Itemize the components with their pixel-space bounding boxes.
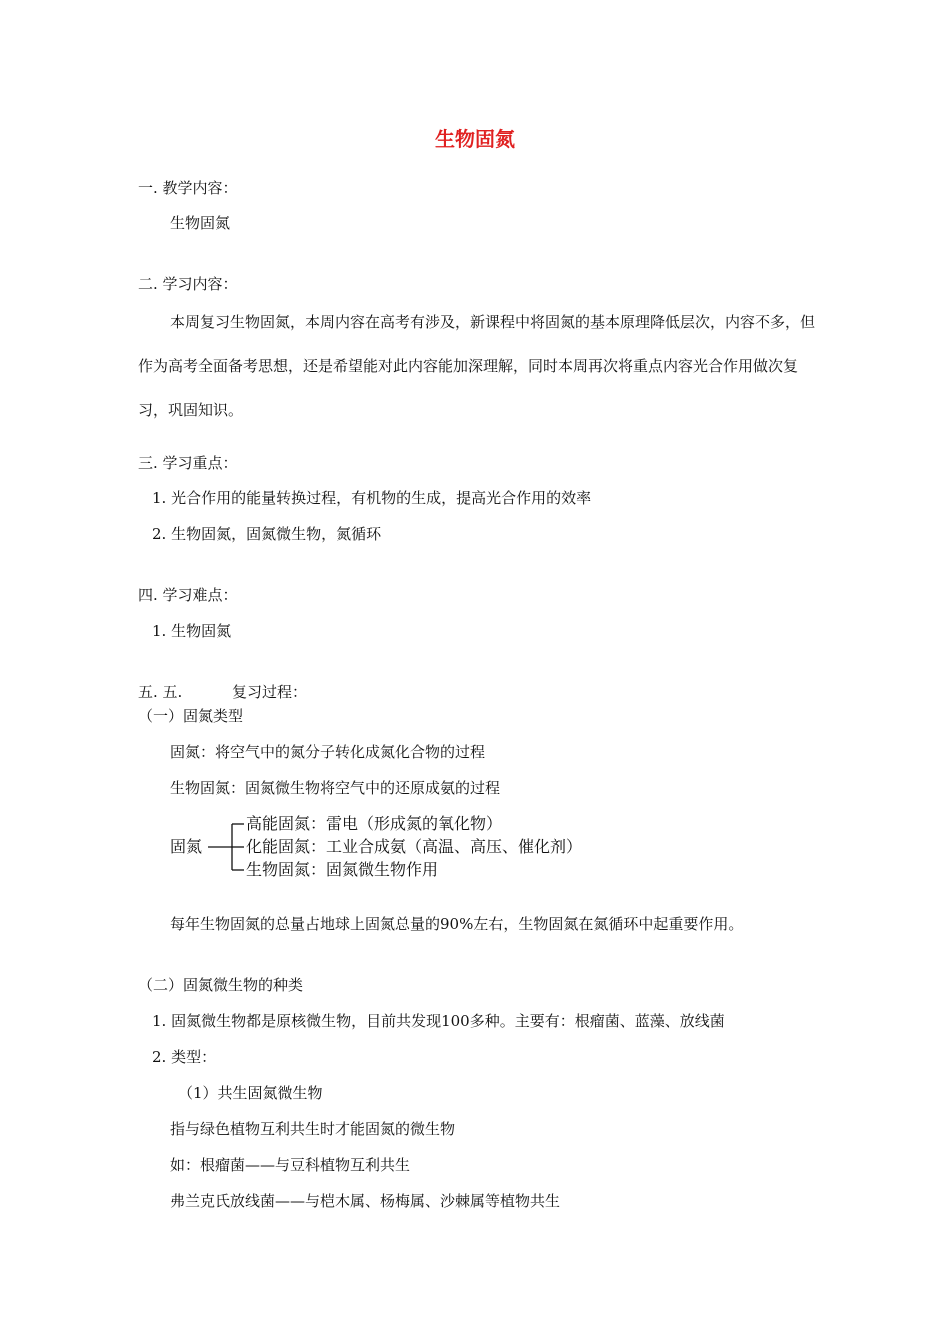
- section-3-heading: 三. 学习重点：: [138, 454, 238, 472]
- section-1-body: 生物固氮: [170, 214, 231, 232]
- section-2-paragraph: [138, 300, 816, 432]
- subsection-2-item-1: 1. 固氮微生物都是原核微生物，目前共发现100多种。主要有：根瘤菌、蓝藻、放线菌: [152, 1012, 725, 1030]
- symbiotic-example-1: 如：根瘤菌——与豆科植物互利共生: [170, 1156, 411, 1174]
- definition-biological-fixation: 生物固氮：固氮微生物将空气中的还原成氨的过程: [170, 779, 501, 797]
- section-4-item-1: 1. 生物固氮: [152, 622, 232, 640]
- fixation-types-diagram: [170, 812, 610, 882]
- section-2-body: 本周复习生物固氮，本周内容在高考有涉及，新课程中将固氮的基本原理降低层次，内容不多，但作为高考全面备考思想，还是希望能对此内容能加深理解，同时本周再次将重点内容光合作用做次复习，巩固知识。: [138, 313, 816, 419]
- diagram-branch-biological: 生物固氮：固氮微生物作用: [246, 860, 439, 879]
- section-4-heading: 四. 学习难点：: [138, 586, 238, 604]
- definition-nitrogen-fixation: 固氮：将空气中的氮分子转化成氮化合物的过程: [170, 743, 486, 761]
- section-5-heading-text: 复习过程：: [232, 683, 308, 701]
- section-3-item-1: 1. 光合作用的能量转换过程，有机物的生成，提高光合作用的效率: [152, 489, 592, 507]
- diagram-branch-high-energy: 高能固氮：雷电（形成氮的氧化物）: [246, 814, 503, 833]
- subsection-1-heading: （一）固氮类型: [138, 707, 244, 725]
- fixation-note: 每年生物固氮的总量占地球上固氮总量的90%左右，生物固氮在氮循环中起重要作用。: [170, 915, 744, 933]
- diagram-branch-chemical: 化能固氮：工业合成氨（高温、高压、催化剂）: [246, 837, 583, 856]
- section-1-heading: 一. 教学内容：: [138, 179, 238, 197]
- diagram-root-label: 固氮: [170, 837, 203, 856]
- symbiotic-description: 指与绿色植物互利共生时才能固氮的微生物: [170, 1120, 456, 1138]
- symbiotic-heading: （1）共生固氮微生物: [178, 1084, 323, 1102]
- subsection-2-heading: （二）固氮微生物的种类: [138, 976, 304, 994]
- section-2-heading: 二. 学习内容：: [138, 275, 238, 293]
- section-5-heading-prefix: 五. 五.: [138, 683, 183, 701]
- document-title: 生物固氮: [435, 127, 515, 151]
- subsection-2-item-2: 2. 类型：: [152, 1048, 217, 1066]
- section-3-item-2: 2. 生物固氮，固氮微生物，氮循环: [152, 525, 382, 543]
- symbiotic-example-2: 弗兰克氏放线菌——与桤木属、杨梅属、沙棘属等植物共生: [170, 1192, 561, 1210]
